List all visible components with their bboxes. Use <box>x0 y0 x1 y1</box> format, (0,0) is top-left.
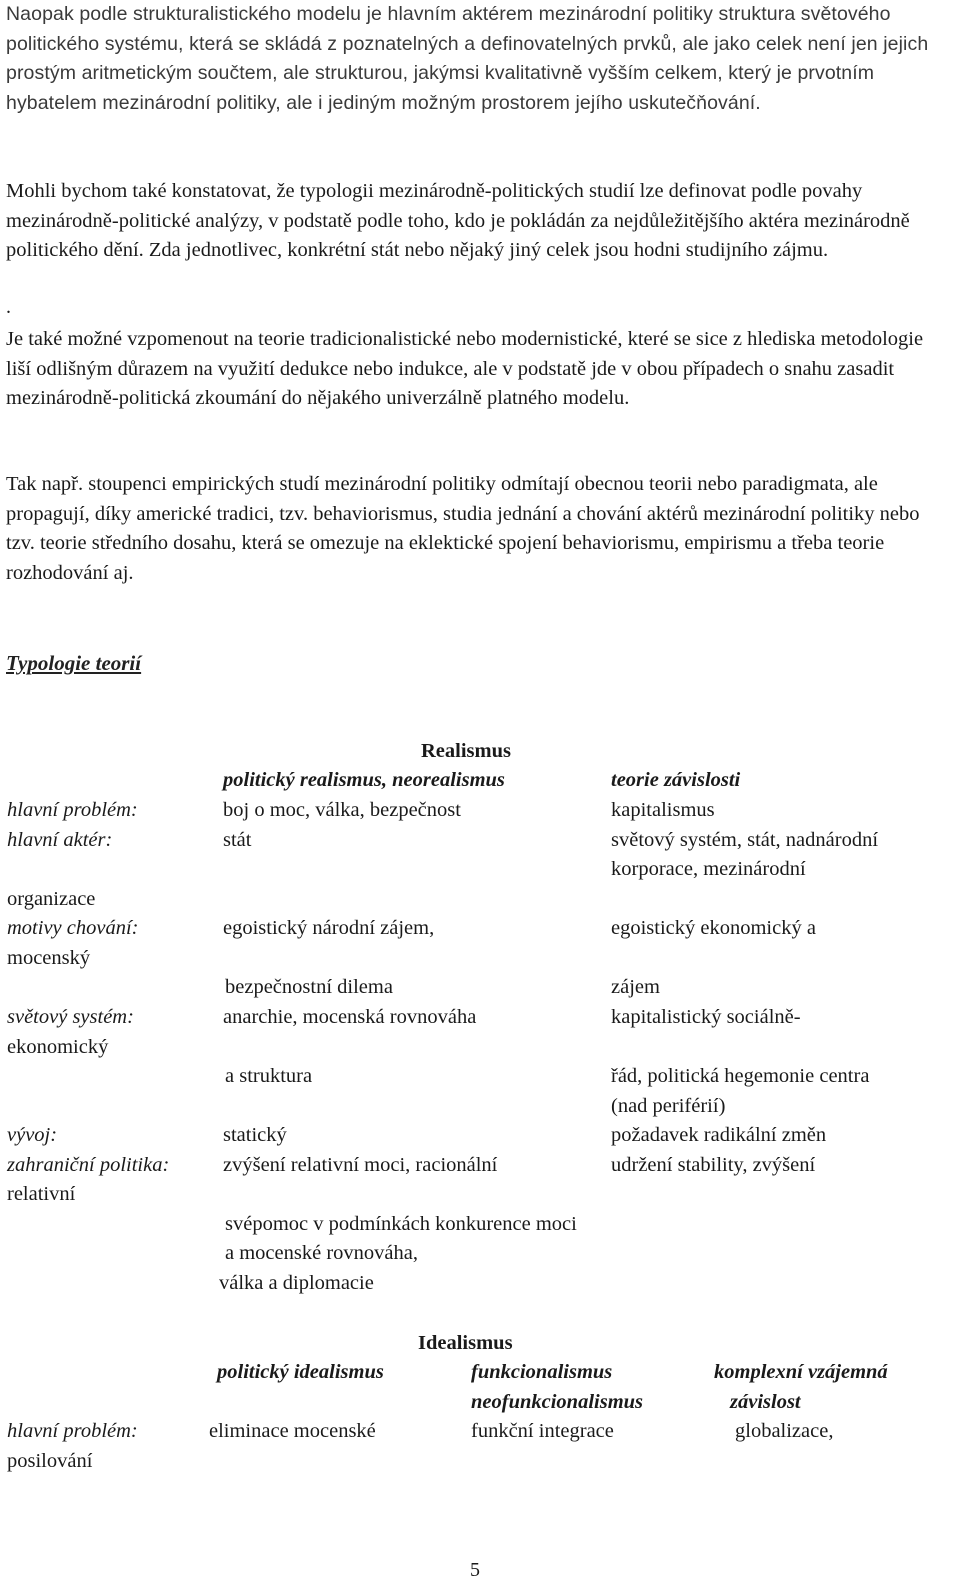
realismus-col2-heading: teorie závislosti <box>611 769 741 791</box>
cell-foreign-policy-overflow: relativní <box>7 1183 76 1205</box>
realismus-title: Realismus <box>421 740 511 762</box>
cell-dependency-development: požadavek radikální změn <box>611 1124 827 1146</box>
paragraph-structuralism: Naopak podle strukturalistického modelu je hlavním aktérem mezinárodní politiky struktura světového politického systému, která se skládá z poznatelných a definovatelných prvků, ale jako celek není jen jejich prostým aritmetickým součtem, ale strukturou, jakýmsi kvalitativně vyšším celkem, který je prvotním hybatelem mezinárodní politiky, ale i jediným možným prostorem jejího uskutečňování. <box>6 3 929 114</box>
idealismus-col2-heading: funkcionalismus <box>471 1361 613 1383</box>
cell-realism-development: statický <box>223 1124 287 1146</box>
cell-realism-system: anarchie, mocenská rovnováha <box>223 1006 477 1028</box>
idealism-row-label-main-problem: hlavní problém: <box>7 1420 138 1442</box>
cell-system-overflow: ekonomický <box>7 1036 109 1058</box>
page-number: 5 <box>470 1559 480 1581</box>
cell-interdependence-problem: globalizace, <box>735 1420 834 1442</box>
row-label-world-system: světový systém: <box>7 1006 134 1028</box>
cell-idealism-problem: eliminace mocenské <box>209 1420 376 1442</box>
cell-dependency-motives: egoistický ekonomický a <box>611 917 816 939</box>
cell-functionalism-problem: funkční integrace <box>471 1420 614 1442</box>
cell-realism-problem: boj o moc, válka, bezpečnost <box>223 799 461 821</box>
idealismus-title: Idealismus <box>418 1332 513 1354</box>
cell-realism-foreign-policy: zvýšení relativní moci, racionální <box>223 1154 498 1176</box>
row-label-motives: motivy chování: <box>7 917 139 939</box>
paragraph-typology: Mohli bychom také konstatovat, že typologii mezinárodně-politických studií lze definovat podle povahy mezinárodně-politické analýzy, v podstatě podle toho, kdo je pokládán za nejdůležitějšího aktéra mezinárodně politického dění. Zda jednotlivec, konkrétní stát nebo nějaký jiný celek jsou hodni studijního zájmu. <box>6 180 910 262</box>
realismus-col1-heading: politický realismus, neorealismus <box>223 769 505 791</box>
cell-dependency-actor-cont: korporace, mezinárodní <box>611 858 806 880</box>
section-heading: Typologie teorií <box>6 651 142 675</box>
cell-realism-system-cont: a struktura <box>225 1065 313 1087</box>
cell-dependency-system: kapitalistický sociálně- <box>611 1006 801 1028</box>
cell-realism-foreign-policy-cont2: a mocenské rovnováha, <box>225 1242 418 1264</box>
cell-dependency-foreign-policy: udržení stability, zvýšení <box>611 1154 816 1176</box>
row-label-main-problem: hlavní problém: <box>7 799 138 821</box>
row-label-main-actor: hlavní aktér: <box>7 829 113 851</box>
cell-realism-foreign-policy-cont3: válka a diplomacie <box>219 1272 374 1294</box>
cell-dependency-actor: světový systém, stát, nadnárodní <box>611 829 879 851</box>
cell-dependency-problem: kapitalismus <box>611 799 715 821</box>
cell-motives-overflow: mocenský <box>7 947 91 969</box>
cell-realism-motives: egoistický národní zájem, <box>223 917 435 939</box>
cell-dependency-motives-cont: zájem <box>611 976 660 998</box>
row-label-foreign-policy: zahraniční politika: <box>7 1154 170 1176</box>
cell-actor-overflow: organizace <box>7 888 96 910</box>
idealismus-col2-heading-cont: neofunkcionalismus <box>471 1391 644 1413</box>
idealismus-col3-heading: komplexní vzájemná <box>714 1361 888 1383</box>
row-label-development: vývoj: <box>7 1124 58 1146</box>
paragraph-empirical: Tak např. stoupenci empirických studí mezinárodní politiky odmítají obecnou teorii nebo paradigmata, ale propagují, díky americké tradici, tzv. behaviorismus, studia jednání a chování aktérů mezinárodní politiky nebo tzv. teorie středního dosahu, která se omezuje na eklektické spojení behaviorismu, empirismu a třeba teorie rozhodování aj. <box>6 473 920 584</box>
cell-idealism-problem-overflow: posilování <box>7 1450 93 1472</box>
cell-realism-foreign-policy-cont: svépomoc v podmínkách konkurence moci <box>225 1213 577 1235</box>
cell-dependency-system-cont: řád, politická hegemonie centra <box>611 1065 870 1087</box>
cell-realism-motives-cont: bezpečnostní dilema <box>225 976 393 998</box>
paragraph-traditionalist: Je také možné vzpomenout na teorie tradicionalistické nebo modernistické, které se sice z hlediska metodologie liší odlišným důrazem na využití dedukce nebo indukce, ale v podstatě jde v obou případech o snahu zasadit mezinárodně-politická zkoumání do nějakého univerzálně platného modelu. <box>6 328 924 410</box>
idealismus-col3-heading-cont: závislost <box>730 1391 801 1413</box>
cell-dependency-system-cont2: (nad periférií) <box>611 1095 726 1117</box>
cell-realism-actor: stát <box>223 829 252 851</box>
idealismus-col1-heading: politický idealismus <box>217 1361 384 1383</box>
stray-dot: . <box>6 296 11 318</box>
